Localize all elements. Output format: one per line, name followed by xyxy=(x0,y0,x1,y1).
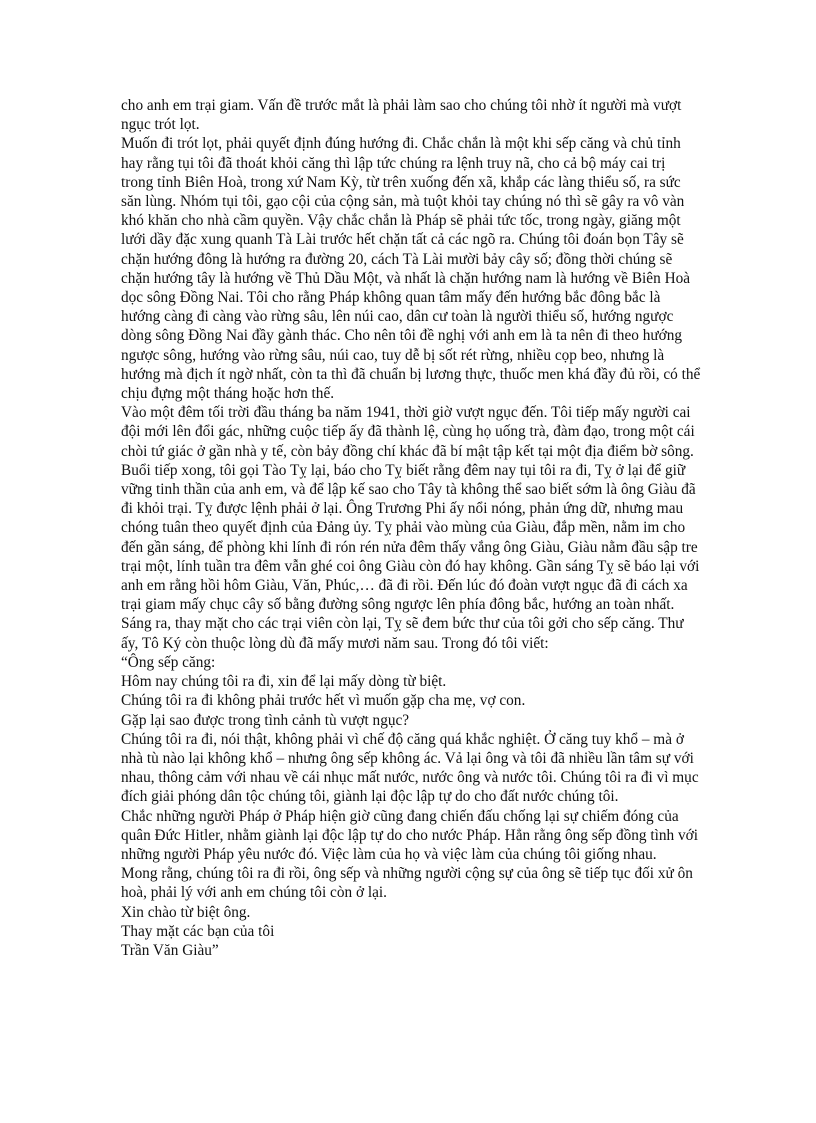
paragraph-3: Vào một đêm tối trời đầu tháng ba năm 1941, thời giờ vượt ngục đến. Tôi tiếp mấy người cai đội mới lên đổi gác, những cuộc tiếp ấy đã thành lệ, cùng họ uống trà, đàm đạo, trong một cái chòi tứ giác ở gần nhà y tế, còn bảy đồng chí khác đã bí mật tập kết tại một địa điểm bờ sông. Buổi tiếp xong, tôi gọi Tào Tỵ lại, báo cho Tỵ biết rằng đêm nay tụi tôi ra đi, Tỵ ở lại để giữ vững tinh thần của anh em, và để lập kế sao cho Tây tà không thể sao biết sớm là ông Giàu đã đi khỏi trại. Tỵ được lệnh phải ở lại. Ông Trương Phi ấy nổi nóng, phản ứng dữ, nhưng mau chóng tuân theo quyết định của Đảng ủy. Tỵ phải vào mùng của Giàu, đắp mền, nằm im cho đến gần sáng, để phòng khi lính đi rón rén nửa đêm thấy vắng ông Giàu, Giàu nằm đầu sập tre trại một, lính tuần tra đêm vẫn ghé coi ông Giàu còn đó hay không. Gần sáng Tỵ sẽ báo lại với anh em rằng hồi hôm Giàu, Văn, Phúc,… đã đi rồi. Đến lúc đó đoàn vượt ngục đã đi cách xa trại giam mấy chục cây số bằng đường sông ngược lên phía đông bắc, hướng an toàn nhất. Sáng ra, thay mặt cho các trại viên còn lại, Tỵ sẽ đem bức thư của tôi gởi cho sếp căng. Thư ấy, Tô Ký còn thuộc lòng dù đã mấy mươi năm sau. Trong đó tôi viết: xyxy=(121,404,700,652)
letter-salutation: “Ông sếp căng: xyxy=(121,653,216,671)
letter-farewell: Xin chào từ biệt ông. xyxy=(121,903,251,921)
letter-line-2: Chúng tôi ra đi không phải trước hết vì muốn gặp cha mẹ, vợ con. xyxy=(121,692,526,710)
letter-paragraph-2: Chắc những người Pháp ở Pháp hiện giờ cũng đang chiến đấu chống lại sự chiếm đóng của quân Đức Hitler, nhằm giành lại độc lập tự do cho nước Pháp. Hẳn rằng ông sếp đồng tình với những người Pháp yêu nước đó. Việc làm của họ và việc làm của chúng tôi giống nhau. xyxy=(121,807,698,863)
letter-line-3: Gặp lại sao được trong tình cảnh tù vượt ngục? xyxy=(121,711,410,729)
letter-paragraph-1: Chúng tôi ra đi, nói thật, không phải vì chế độ căng quá khắc nghiệt. Ở căng tuy khổ – mà ở nhà tù nào lại không khổ – nhưng ông sếp không ác. Vả lại ông và tôi đã nhiều lần tâm sự với nhau, thông cảm với nhau về cái nhục mất nước, nước ông và nước tôi. Chúng tôi ra đi vì mục đích giải phóng dân tộc chúng tôi, giành lại độc lập tự do cho đất nước chúng tôi. xyxy=(121,730,699,806)
paragraph-2: Muốn đi trót lọt, phải quyết định đúng hướng đi. Chắc chắn là một khi sếp căng và chủ tỉnh hay rằng tụi tôi đã thoát khỏi căng thì lập tức chúng ra lệnh truy nã, cho cả bộ máy cai trị trong tỉnh Biên Hoà, trong xứ Nam Kỳ, từ trên xuống đến xã, khắp các làng thiểu số, ra sức săn lùng. Nhóm tụi tôi, gạo cội của cộng sản, mà tuột khỏi tay chúng nó thì sẽ gây ra vô vàn khó khăn cho nhà cầm quyền. Vậy chắc chắn là Pháp sẽ phải tức tốc, trong ngày, giăng một lưới dầy đặc xung quanh Tà Lài trước hết chặn tất cả các ngõ ra. Chúng tôi đoán bọn Tây sẽ chặn hướng đông là hướng ra đường 20, cách Tà Lài mười bảy cây số; đồng thời chúng sẽ chặn hướng tây là hướng về Thủ Dầu Một, và nhất là chặn hướng nam là hướng về Biên Hoà dọc sông Đồng Nai. Tôi cho rằng Pháp không quan tâm mấy đến hướng bắc đông bắc là hướng càng đi càng vào rừng sâu, lên núi cao, dân cư toàn là người thiểu số, hướng ngược dòng sông Đồng Nai đầy gành thác. Cho nên tôi đề nghị với anh em là ta nên đi theo hướng ngược sông, hướng vào rừng sâu, núi cao, tuy dễ bị sốt rét rừng, nhiều cọp beo, nhưng là hướng mà địch ít ngờ nhất, còn ta thì đã chuẩn bị lương thực, thuốc men khá đầy đủ rồi, có thể chịu đựng một tháng hoặc hơn thế. xyxy=(121,135,701,403)
letter-signature: Trần Văn Giàu” xyxy=(121,941,219,959)
letter-on-behalf: Thay mặt các bạn của tôi xyxy=(121,922,275,940)
letter-line-1: Hôm nay chúng tôi ra đi, xin để lại mấy dòng từ biệt. xyxy=(121,673,447,691)
paragraph-1: cho anh em trại giam. Vấn đề trước mắt là phải làm sao cho chúng tôi nhờ ít người mà vượt ngục trót lọt. xyxy=(121,97,682,134)
letter-paragraph-3: Mong rằng, chúng tôi ra đi rồi, ông sếp và những người cộng sự của ông sẽ tiếp tục đối xử ôn hoà, phải lý với anh em chúng tôi còn ở lại. xyxy=(121,865,693,902)
document-page xyxy=(121,96,701,960)
